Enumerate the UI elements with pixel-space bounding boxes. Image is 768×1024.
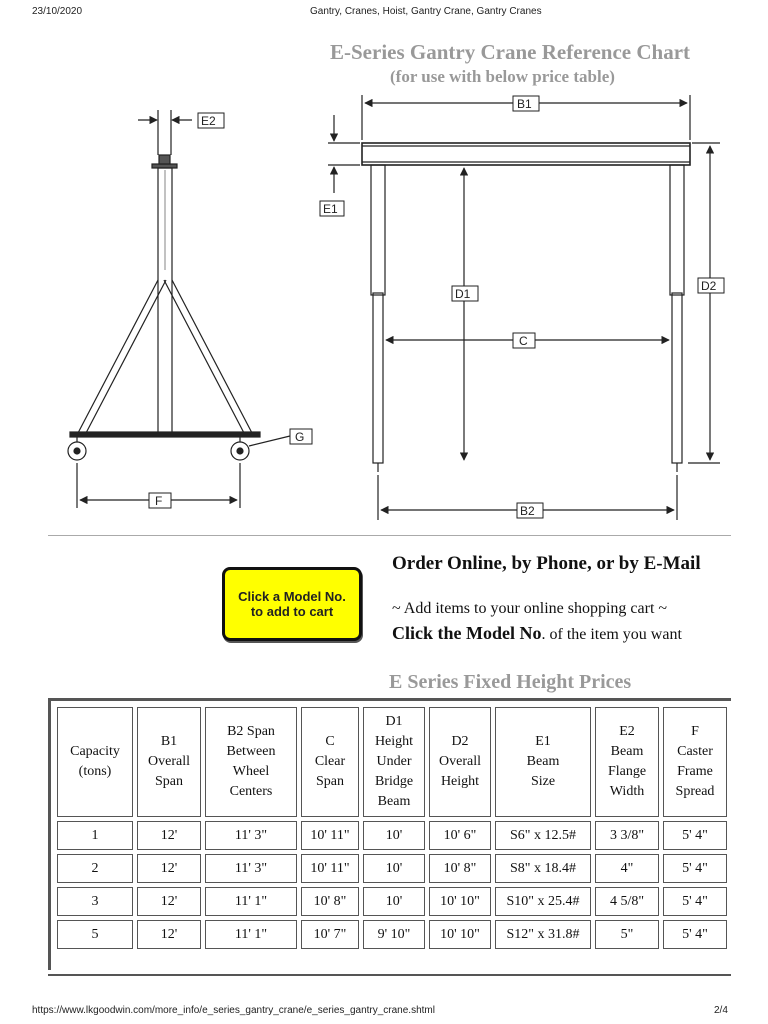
price-table-frame bbox=[48, 698, 731, 970]
table-cell: 10' 8" bbox=[429, 854, 491, 883]
chart-subtitle: (for use with below price table) bbox=[390, 67, 615, 86]
column-header: E1 Beam Size bbox=[495, 707, 591, 817]
table-cell: 9' 10" bbox=[363, 920, 425, 949]
order-text-clip bbox=[0, 540, 731, 660]
label-e1: E1 bbox=[323, 202, 338, 216]
cart-button-line2: to add to cart bbox=[250, 604, 334, 619]
price-table-body bbox=[57, 821, 727, 949]
label-b2: B2 bbox=[520, 504, 535, 518]
column-header: B1 Overall Span bbox=[137, 707, 201, 817]
table-bottom-rule bbox=[48, 974, 731, 976]
label-g: G bbox=[295, 430, 305, 444]
table-cell: 12' bbox=[137, 920, 201, 949]
print-date: 23/10/2020 bbox=[32, 6, 83, 17]
column-header: Capacity (tons) bbox=[57, 707, 133, 817]
prices-title: E Series Fixed Height Prices bbox=[389, 671, 632, 693]
print-url: https://www.lkgoodwin.com/more_info/e_series_gantry_crane/e_series_gantry_crane.shtml bbox=[32, 1005, 435, 1016]
table-cell: 10' 10" bbox=[429, 887, 491, 916]
label-f: F bbox=[155, 494, 163, 508]
table-cell: 11' 1" bbox=[205, 920, 297, 949]
print-page-number: 2/4 bbox=[714, 1005, 728, 1016]
table-cell: 5" bbox=[595, 920, 659, 949]
table-cell: S8" x 18.4# bbox=[495, 854, 591, 883]
price-table bbox=[53, 703, 731, 953]
chart-title: E-Series Gantry Crane Reference Chart bbox=[330, 40, 691, 64]
table-cell: 11' 3" bbox=[205, 854, 297, 883]
column-header: D2 Overall Height bbox=[429, 707, 491, 817]
gantry-crane-diagram bbox=[40, 80, 740, 525]
table-cell: 11' 3" bbox=[205, 821, 297, 850]
table-row bbox=[57, 920, 727, 949]
order-instruction-model bbox=[392, 623, 682, 644]
label-b1: B1 bbox=[517, 97, 532, 111]
table-cell: 12' bbox=[137, 887, 201, 916]
label-c: C bbox=[519, 334, 528, 348]
label-d1: D1 bbox=[455, 287, 471, 301]
table-row bbox=[57, 887, 727, 916]
table-cell: 1 bbox=[57, 821, 133, 850]
table-cell: 5' 4" bbox=[663, 887, 727, 916]
print-page-title: Gantry, Cranes, Hoist, Gantry Crane, Gantry Cranes bbox=[310, 6, 542, 17]
table-cell: 10' 6" bbox=[429, 821, 491, 850]
table-cell: 2 bbox=[57, 854, 133, 883]
table-cell: 12' bbox=[137, 821, 201, 850]
table-cell: 10' 7" bbox=[301, 920, 359, 949]
column-header: B2 Span Between Wheel Centers bbox=[205, 707, 297, 817]
table-cell: 10' 11" bbox=[301, 854, 359, 883]
table-cell: 10' bbox=[363, 854, 425, 883]
table-row bbox=[57, 854, 727, 883]
table-cell: 10' 11" bbox=[301, 821, 359, 850]
price-table-header-row bbox=[57, 707, 727, 817]
order-instruction-rest: . of the item you want bbox=[541, 626, 682, 643]
column-header: E2 Beam Flange Width bbox=[595, 707, 659, 817]
table-cell: 11' 1" bbox=[205, 887, 297, 916]
table-cell: S10" x 25.4# bbox=[495, 887, 591, 916]
table-cell: 4" bbox=[595, 854, 659, 883]
table-cell: 10' bbox=[363, 887, 425, 916]
order-heading: Order Online, by Phone, or by E-Mail bbox=[392, 553, 701, 574]
table-cell: 5' 4" bbox=[663, 920, 727, 949]
label-d2: D2 bbox=[701, 279, 717, 293]
table-cell: 10' 8" bbox=[301, 887, 359, 916]
table-cell: S6" x 12.5# bbox=[495, 821, 591, 850]
click-model-no-text: Click the Model No bbox=[392, 623, 542, 643]
section-divider bbox=[48, 535, 731, 536]
table-cell: 10' 10" bbox=[429, 920, 491, 949]
table-row bbox=[57, 821, 727, 850]
column-header: C Clear Span bbox=[301, 707, 359, 817]
table-cell: 10' bbox=[363, 821, 425, 850]
table-cell: 12' bbox=[137, 854, 201, 883]
table-cell: 4 5/8" bbox=[595, 887, 659, 916]
table-cell: 5' 4" bbox=[663, 821, 727, 850]
column-header: F Caster Frame Spread bbox=[663, 707, 727, 817]
table-cell: 3 3/8" bbox=[595, 821, 659, 850]
table-cell: 5' 4" bbox=[663, 854, 727, 883]
cart-button-line1: Click a Model No. bbox=[238, 589, 346, 604]
table-cell: S12" x 31.8# bbox=[495, 920, 591, 949]
column-header: D1 Height Under Bridge Beam bbox=[363, 707, 425, 817]
table-cell: 5 bbox=[57, 920, 133, 949]
label-e2: E2 bbox=[201, 114, 216, 128]
order-instruction: ~ Add items to your online shopping cart ~ bbox=[392, 600, 668, 617]
table-cell: 3 bbox=[57, 887, 133, 916]
